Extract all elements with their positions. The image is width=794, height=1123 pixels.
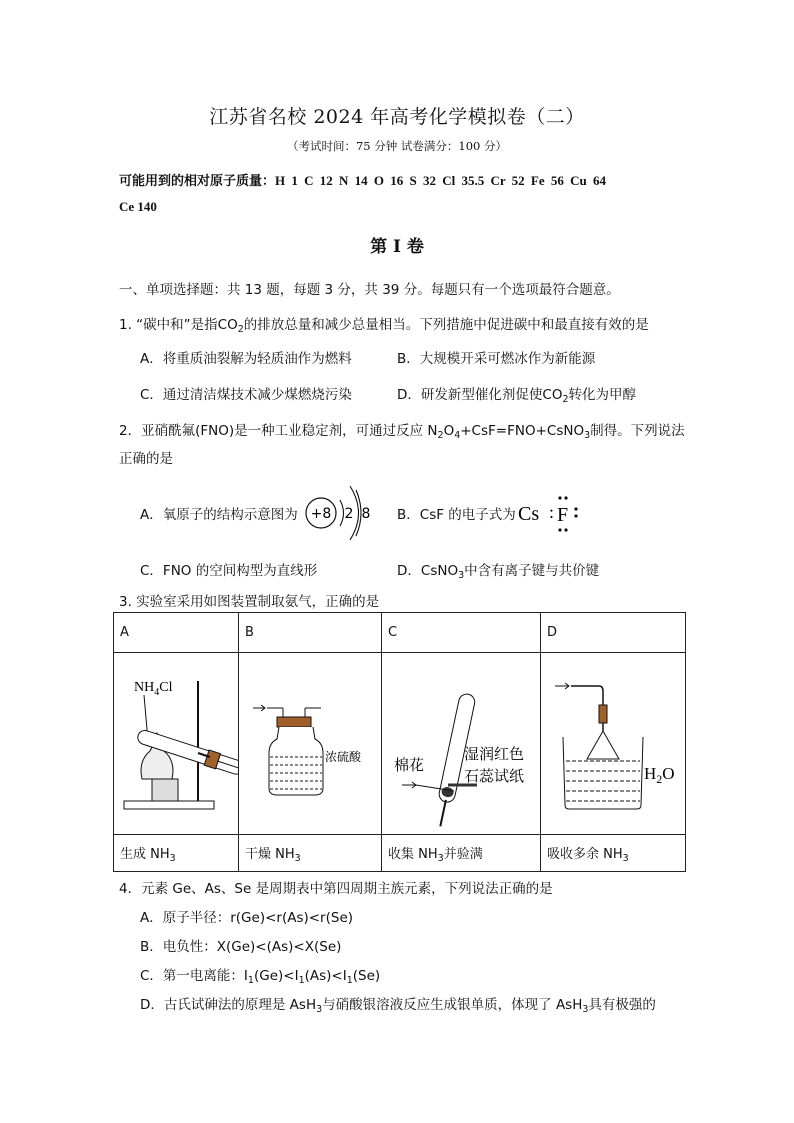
q4-option-d: D．古氏试砷法的原理是 AsH$_3$与硝酸银溶液反应生成银单质，体现了 AsH$_3$具有极强的: [140, 997, 656, 1015]
caption-a: 生成 $NH_3$: [114, 835, 239, 872]
q1-option-a: A．将重质油裂解为轻质油作为燃料: [140, 351, 352, 367]
q1-option-c: C．通过清洁煤技术减少煤燃烧污染: [140, 387, 352, 403]
conc-acid-label: 浓硫酸: [325, 750, 362, 764]
caption-b: 干燥 $NH_3$: [239, 835, 382, 872]
water-label: $H_2O$: [644, 764, 675, 786]
nucleus-charge: +8: [310, 506, 332, 522]
caption-d: 吸收多余 $NH_3$: [541, 835, 686, 872]
q2-option-b: B．CsF 的电子式为: [397, 507, 516, 523]
q2-stem: 2．亚硝酰氟(FNO)是一种工业稳定剂，可通过反应 $N_2O_4+CsF=FNO+CsNO_3$制得。下列说法: [119, 423, 685, 441]
apparatus-b: [239, 653, 382, 835]
col-a-header: A: [114, 613, 239, 653]
apparatus-a: [114, 653, 239, 835]
absorption-beaker-diagram: [541, 653, 685, 830]
f-symbol: F: [557, 504, 569, 526]
q4-option-c: C．第一电离能：$I_1(Ge)<I_1(As)<I_1(Se)$: [140, 968, 381, 986]
q1-option-d: D．研发新型催化剂促使$CO_2$转化为甲醇: [397, 387, 637, 405]
section-title: 第 I 卷: [370, 237, 424, 257]
apparatus-table: [113, 612, 686, 872]
apparatus-c: [382, 653, 541, 835]
atomic-masses-cont: Ce 140: [119, 199, 157, 214]
exam-info: （考试时间：75 分钟 试卷满分：100 分）: [286, 139, 508, 153]
page-title: 江苏省名校 2024 年高考化学模拟卷（二）: [209, 106, 585, 128]
heating-tube-diagram: [114, 653, 238, 830]
outer-shell-arc: [345, 478, 375, 548]
q3-stem: 3. 实验室采用如图装置制取氨气，正确的是: [119, 594, 380, 610]
col-c-header: C: [382, 613, 541, 653]
q4-option-b: B．电负性：X(Ge)<(As)<X(Se): [140, 939, 342, 955]
q2-option-c: C．FNO 的空间构型为直线形: [140, 563, 318, 579]
csf-electron-formula: [516, 490, 596, 534]
shell-1-electrons: 2: [344, 506, 354, 522]
cotton-label: 棉花: [394, 756, 425, 774]
atomic-masses: 可能用到的相对原子质量：H 1 C 12 N 14 O 16 S 32 Cl 35.5 Cr 52 Fe 56 Cu 64: [119, 173, 606, 188]
q2-option-d: D．CsNO$_3$中含有离子键与共价键: [397, 563, 600, 581]
q4-option-a: A．原子半径：r(Ge)<r(As)<r(Se): [140, 910, 354, 926]
caption-c: 收集 $NH_3$并验满: [382, 835, 541, 872]
drying-bottle-diagram: [239, 653, 381, 830]
apparatus-d: [541, 653, 686, 835]
col-b-header: B: [239, 613, 382, 653]
q1-stem: 1. “碳中和”是指$CO_2$的排放总量和减少总量相当。下列措施中促进碳中和最直接有效的是: [119, 317, 649, 335]
litmus-label-2: 石蕊试纸: [464, 767, 525, 785]
colon: :: [549, 502, 555, 522]
q1-option-b: B．大规模开采可燃冰作为新能源: [397, 351, 596, 367]
q2-stem-cont: 正确的是: [119, 451, 173, 467]
instructions: 一、单项选择题：共 13 题，每题 3 分，共 39 分。每题只有一个选项最符合题意。: [119, 282, 620, 298]
q2-option-a: A．氧原子的结构示意图为: [140, 507, 298, 523]
cs-symbol: Cs: [518, 503, 540, 525]
shell-2-electrons: 8: [361, 506, 371, 522]
nh4cl-label: $NH_4Cl$: [134, 680, 173, 698]
q4-stem: 4．元素 Ge、As、Se 是周期表中第四周期主族元素，下列说法正确的是: [119, 881, 553, 897]
litmus-label-1: 湿润红色: [464, 745, 525, 763]
col-d-header: D: [541, 613, 686, 653]
collection-tube-diagram: [382, 653, 540, 830]
